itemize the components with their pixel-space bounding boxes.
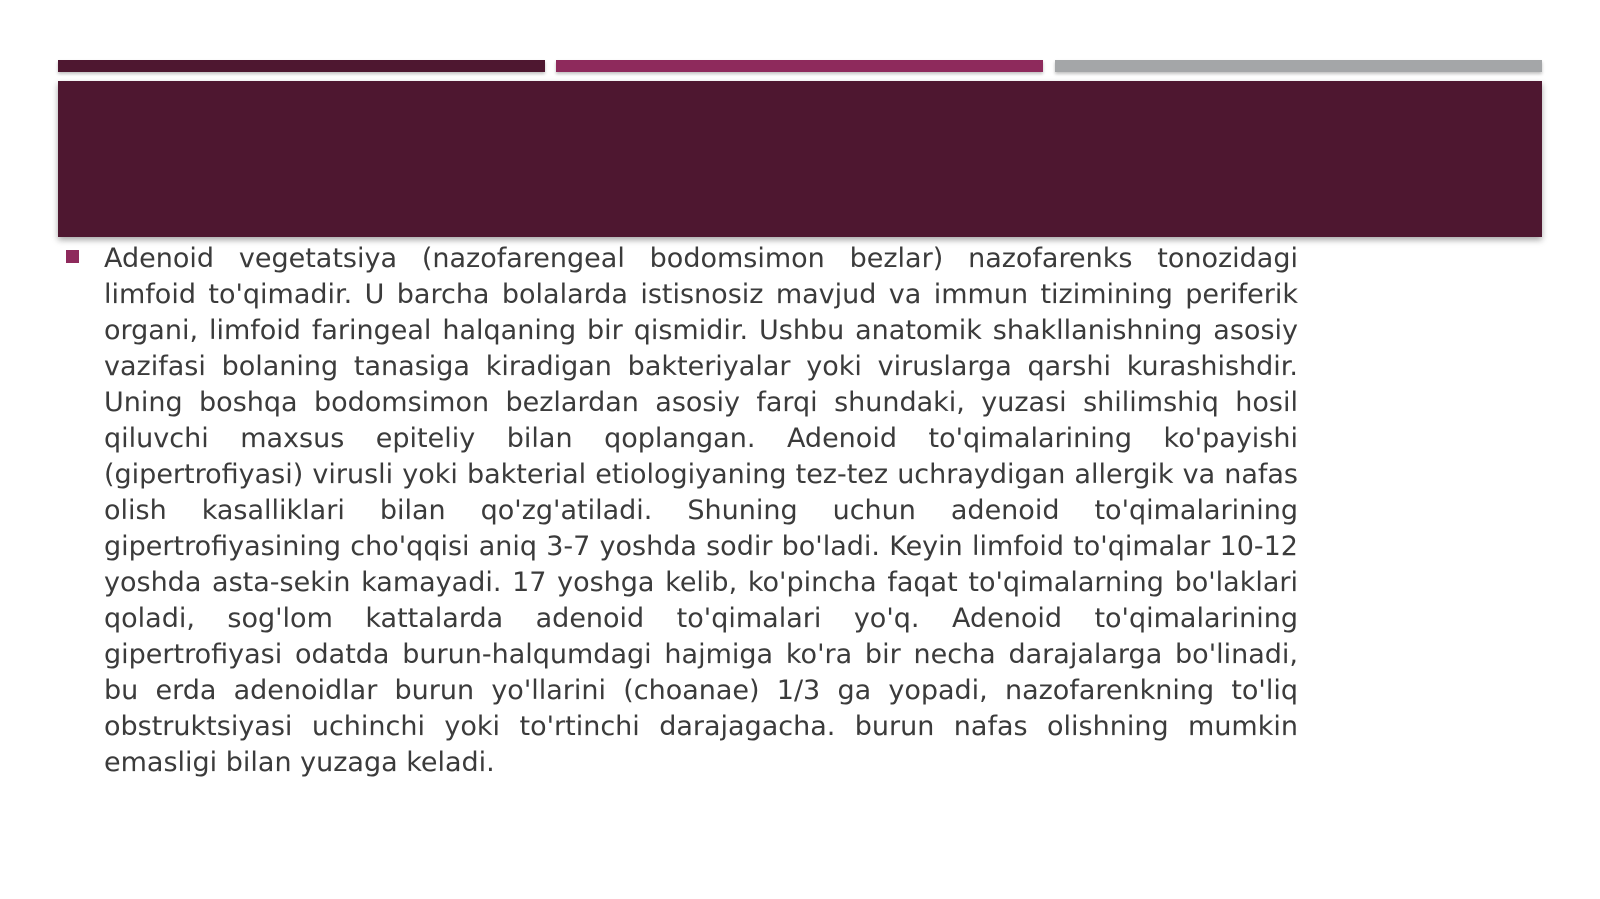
accent-bar-dark — [58, 60, 545, 72]
square-bullet-icon — [66, 250, 79, 263]
bullet-text: Adenoid vegetatsiya (nazofarengeal bodomsimon bezlar) nazofarenks tonozidagi limfoid to'qimadir. U barcha bolalarda istisnosiz mavjud va immun tizimining periferik organi, limfoid faringeal halqaning bir qismidir. Ushbu anatomik shakllanishning asosiy vazifasi bolaning tanasiga kiradigan bakteriyalar yoki viruslarga qarshi kurashishdir. Uning boshqa bodomsimon bezlardan asosiy farqi shundaki, yuzasi shilimshiq hosil qiluvchi maxsus epiteliy bilan qoplangan. Adenoid to'qimalarining ko'payishi (gipertrofiyasi) virusli yoki bakterial etiologiyaning tez-tez uchraydigan allergik va nafas olish kasalliklari bilan qo'zg'atiladi. Shuning uchun adenoid to'qimalarining gipertrofiyasining cho'qqisi aniq 3-7 yoshda sodir bo'ladi. Keyin limfoid to'qimalar 10-12 yoshda asta-sekin kamayadi. 17 yoshga kelib, ko'pincha faqat to'qimalarning bo'laklari qoladi, sog'lom kattalarda adenoid to'qimalari yo'q. Adenoid to'qimalarining gipertrofiyasi odatda burun-halqumdagi hajmiga ko'ra bir necha darajalarga bo'linadi, bu erda adenoidlar burun yo'llarini (choanae) 1/3 ga yopadi, nazofarenkning to'liq obstruktsiyasi uchinchi yoki to'rtinchi darajagacha. burun nafas olishning mumkin emasligi bilan yuzaga keladi. — [104, 243, 1298, 778]
accent-bar-magenta — [556, 60, 1043, 72]
content-area — [66, 241, 1298, 781]
title-band — [58, 81, 1542, 237]
accent-bar-gray — [1055, 60, 1542, 72]
